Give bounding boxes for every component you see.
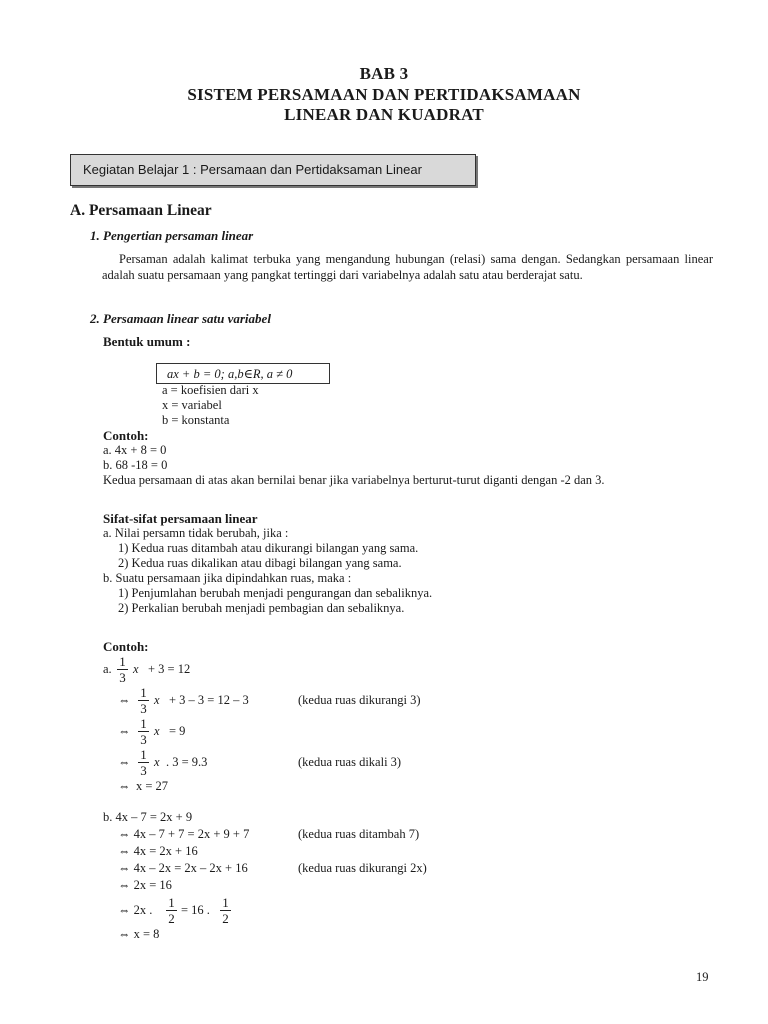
- step-b-expr: ⇔ 4x – 7 + 7 = 2x + 9 + 7: [118, 827, 250, 841]
- step-b-expr: ⇔ 4x = 2x + 16: [118, 844, 198, 858]
- page-number: 19: [696, 970, 709, 984]
- step-a-expr: = 9: [169, 724, 186, 738]
- fraction-one-third: 1 3: [138, 717, 149, 746]
- iff-symbol: ⇔: [118, 724, 131, 738]
- var-x: x: [154, 693, 160, 707]
- sifat-title: Sifat-sifat persamaan linear: [103, 511, 258, 526]
- example-note: Kedua persamaan di atas akan bernilai benar jika variabelnya berturut-turut diganti dengan -2 dan 3.: [103, 473, 605, 487]
- general-form-formula: ax + b = 0; a,b∈R, a ≠ 0: [167, 367, 293, 381]
- var-x: x: [154, 724, 160, 738]
- definition-paragraph: Persaman adalah kalimat terbuka yang mengandung hubungan (relasi) sama dengan. Sedangkan persamaan linear adalah suatu persamaan yang pangkat tertinggi dari variabelnya adalah satu atau berderajat satu.: [102, 252, 713, 282]
- kegiatan-belajar-box: [70, 154, 476, 186]
- var-x: x: [154, 755, 160, 769]
- fraction-one-third: 1 3: [138, 748, 149, 777]
- step-a-expr: x = 27: [136, 779, 169, 793]
- example-a-label: a.: [103, 662, 112, 676]
- sifat-line: 1) Kedua ruas ditambah atau dikurangi bilangan yang sama.: [118, 541, 419, 555]
- fraction-one-half: 1 2: [220, 896, 231, 925]
- example-line: b. 68 -18 = 0: [103, 458, 168, 472]
- example-line: a. 4x + 8 = 0: [103, 443, 167, 457]
- step-b-expr: ⇔ x = 8: [118, 927, 160, 941]
- step-b-expr: = 16 .: [181, 903, 210, 917]
- chapter-number: BAB 3: [359, 64, 409, 83]
- step-b-expr: ⇔ 2x = 16: [118, 878, 172, 892]
- step-b-note: (kedua ruas dikurangi 2x): [298, 861, 427, 875]
- subsection-2-title: 2. Persamaan linear satu variabel: [90, 311, 271, 326]
- step-b-expr: b. 4x – 7 = 2x + 9: [103, 810, 193, 824]
- step-a-expr: . 3 = 9.3: [166, 755, 208, 769]
- subsection-1-title: 1. Pengertian persaman linear: [90, 228, 254, 243]
- general-form-box: [156, 363, 330, 384]
- sifat-line: 1) Penjumlahan berubah menjadi pengurangan dan sebaliknya.: [118, 586, 433, 600]
- step-b-expr: ⇔ 4x – 2x = 2x – 2x + 16: [118, 861, 248, 875]
- section-heading: A. Persamaan Linear: [70, 202, 212, 219]
- step-a-expr: + 3 = 12: [148, 662, 191, 676]
- iff-symbol: ⇔: [118, 755, 131, 769]
- fraction-one-third: 1 3: [138, 686, 149, 715]
- chapter-title-line1: SISTEM PERSAMAAN DAN PERTIDAKSAMAAN: [187, 85, 581, 104]
- iff-symbol: ⇔: [118, 693, 131, 707]
- sifat-line: 2) Perkalian berubah menjadi pembagian dan sebaliknya.: [118, 601, 405, 615]
- step-a-note: (kedua ruas dikurangi 3): [298, 693, 421, 707]
- chapter-title-line2: LINEAR DAN KUADRAT: [284, 105, 484, 124]
- contoh2-label: Contoh:: [103, 639, 149, 654]
- iff-symbol: ⇔: [118, 779, 131, 793]
- contoh-label: Contoh:: [103, 428, 149, 443]
- sifat-line: a. Nilai persamn tidak berubah, jika :: [103, 526, 289, 540]
- def-line: b = konstanta: [162, 413, 230, 427]
- fraction-one-half: 1 2: [166, 896, 177, 925]
- kegiatan-belajar-label: Kegiatan Belajar 1 : Persamaan dan Pertidaksaman Linear: [83, 162, 422, 177]
- step-b-expr: ⇔ 2x .: [118, 903, 153, 917]
- def-line: a = koefisien dari x: [162, 383, 259, 397]
- var-x: x: [133, 662, 139, 676]
- bentuk-umum-label: Bentuk umum :: [103, 334, 191, 349]
- sifat-line: 2) Kedua ruas dikalikan atau dibagi bilangan yang sama.: [118, 556, 402, 570]
- fraction-one-third: 1 3: [117, 655, 128, 684]
- sifat-line: b. Suatu persamaan jika dipindahkan ruas, maka :: [103, 571, 352, 585]
- step-a-expr: + 3 – 3 = 12 – 3: [169, 693, 249, 707]
- step-b-note: (kedua ruas ditambah 7): [298, 827, 420, 841]
- step-a-note: (kedua ruas dikali 3): [298, 755, 402, 769]
- def-line: x = variabel: [162, 398, 222, 412]
